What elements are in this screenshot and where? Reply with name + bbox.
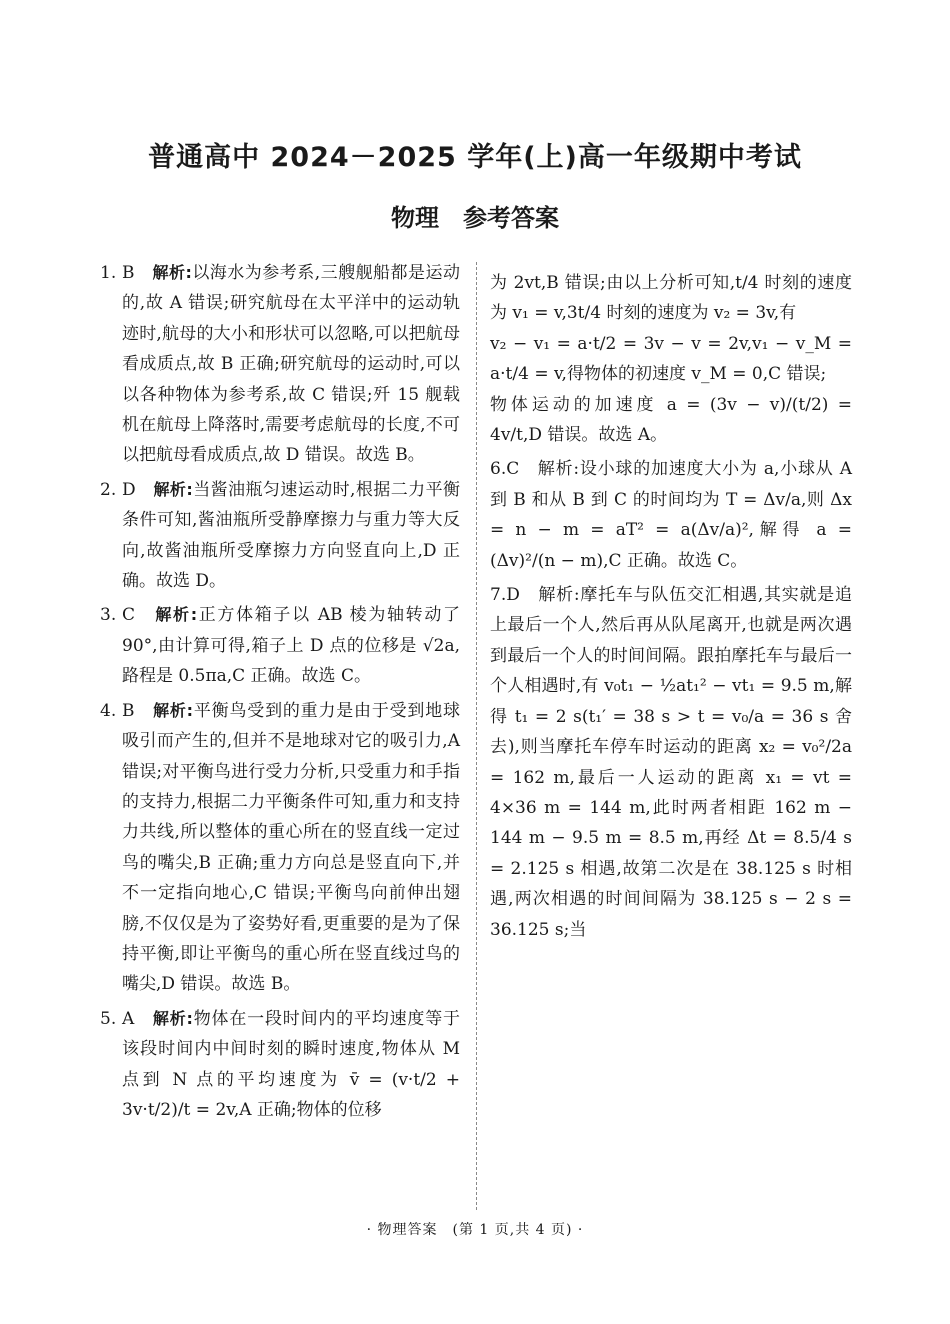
column-divider: [476, 262, 477, 1210]
answer-number: 5.: [100, 1008, 117, 1029]
analysis-text: 以海水为参考系,三艘舰船都是运动的,故 A 错误;研究航母在太平洋中的运动轨迹时,航母的大小和形状可以忽略,可以把航母看成质点,故 B 正确;研究航母的运动时,可以以各种物体为参考系,故 C 错误;歼 15 舰载机在航母上降落时,需要考虑航母的长度,不可以把航母看成质点,故 D 错误。故选 B。: [122, 263, 460, 466]
page-subtitle: 物理 参考答案: [391, 204, 559, 232]
left-column: [100, 258, 460, 1125]
analysis-label: 解析:: [152, 1008, 193, 1028]
answer-number: 2.: [100, 479, 117, 500]
answer-choice: B: [122, 700, 135, 721]
answer-item-2: [100, 475, 460, 597]
answer-choice: A: [122, 1008, 135, 1029]
answer-number: 4.: [100, 700, 117, 721]
analysis-label: 解析:: [153, 700, 194, 720]
answer-item-3: [100, 600, 460, 691]
analysis-text: 正方体箱子以 AB 棱为轴转动了 90°,由计算可得,箱子上 D 点的位移是 √2a,路程是 0.5πa,C 正确。故选 C。: [122, 605, 461, 687]
analysis-text: 平衡鸟受到的重力是由于受到地球吸引而产生的,但并不是地球对它的吸引力,A 错误;对平衡鸟进行受力分析,只受重力和手指的支持力,根据二力平衡条件可知,重力和支持力共线,所以整体的重心所在的竖直线一定过鸟的嘴尖,B 正确;重力方向总是竖直向下,并不一定指向地心,C 错误;平衡鸟向前伸出翅膀,不仅仅是为了姿势好看,更重要的是为了保持平衡,即让平衡鸟的重心所在竖直线过鸟的嘴尖,D 错误。故选 B。: [122, 700, 461, 995]
right-paragraph-3: 物体运动的加速度 a = (3v − v)/(t/2) = 4v/t,D 错误。故选 A。: [490, 394, 852, 446]
answer-number: 1.: [100, 263, 117, 283]
answer-item-5: [100, 1004, 460, 1126]
answer-choice: D: [122, 479, 136, 500]
right-paragraph-1: 为 2vt,B 错误;由以上分析可知,t/4 时刻的速度为 v₁ = v,3t/4 时刻的速度为 v₂ = 3v,有: [490, 273, 852, 324]
page-title: 普通高中 2024－2025 学年(上)高一年级期中考试: [148, 142, 802, 173]
analysis-label: 解析:: [155, 605, 198, 625]
answer-item-4: [100, 696, 460, 1000]
analysis-label: 解析:: [152, 263, 192, 282]
answer-choice: B: [122, 263, 135, 283]
answer-item-1: [100, 258, 460, 471]
right-column: [490, 268, 852, 945]
answer-item-7: 7.D 解析:摩托车与队伍交汇相遇,其实就是追上最后一个人,然后再从队尾离开,也就是两次遇到最后一个人的时间间隔。跟拍摩托车与最后一个人相遇时,有 v₀t₁ − ½at₁² − vt₁ = 9.5 m,解得 t₁ = 2 s(t₁′ = 38 s > t = v₀/a = 36 s 舍去),则当摩托车停车时运动的距离 x₂ = v₀²/2a = 162 m,最后一人运动的距离 x₁ = vt = 4×36 m = 144 m,此时两者相距 162 m − 144 m − 9.5 m = 8.5 m,再经 Δt = 8.5/4 s = 2.125 s 相遇,故第二次是在 38.125 s 时相遇,两次相遇的时间间隔为 38.125 s − 2 s = 36.125 s;当: [490, 585, 852, 940]
analysis-text: 物体在一段时间内的平均速度等于该段时间内中间时刻的瞬时速度,物体从 M 点到 N 点的平均速度为 v̄ = (v·t/2 + 3v·t/2)/t = 2v,A 正确;物体的位移: [122, 1008, 461, 1120]
analysis-text: 当酱油瓶匀速运动时,根据二力平衡条件可知,酱油瓶所受静摩擦力与重力等大反向,故酱油瓶所受摩擦力方向竖直向上,D 正确。故选 D。: [122, 479, 461, 592]
answer-number: 3.: [100, 605, 117, 626]
answer-choice: C: [122, 605, 136, 626]
right-paragraph-2: v₂ − v₁ = a·t/2 = 3v − v = 2v,v₁ − v_M = a·t/4 = v,得物体的初速度 v_M = 0,C 错误;: [490, 333, 852, 385]
page-footer: · 物理答案 (第 1 页,共 4 页) ·: [366, 1222, 584, 1238]
analysis-label: 解析:: [153, 479, 193, 499]
answer-item-6: 6.C 解析:设小球的加速度大小为 a,小球从 A 到 B 和从 B 到 C 的时间均为 T = Δv/a,则 Δx = n − m = aT² = a(Δv/a)²,解得 a = (Δv)²/(n − m),C 正确。故选 C。: [490, 459, 853, 571]
